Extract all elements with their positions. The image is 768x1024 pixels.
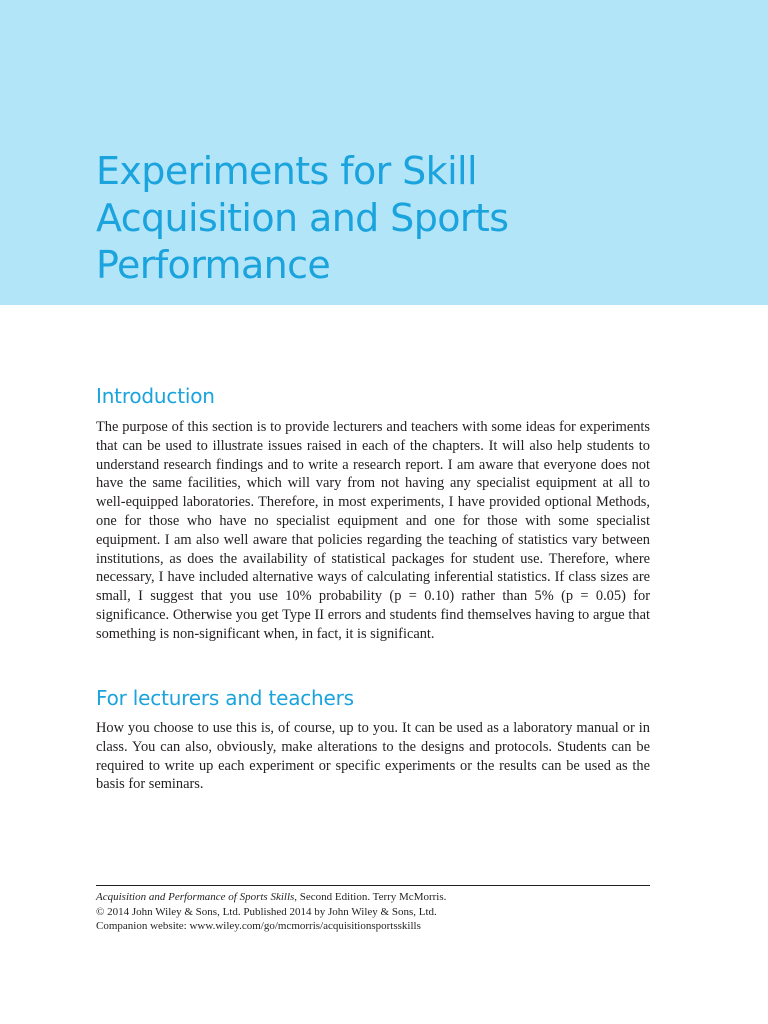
book-title: Acquisition and Performance of Sports Skills: [96, 891, 295, 903]
section-heading-introduction: Introduction: [96, 384, 215, 408]
companion-website: Companion website: www.wiley.com/go/mcmorris/acquisitionsportsskills: [96, 920, 421, 932]
citation-line: [96, 890, 650, 905]
introduction-paragraph: The purpose of this section is to provide lecturers and teachers with some ideas for experiments that can be used to illustrate issues raised in each of the chapters. It will also help students to understand research findings and to write a research report. I am aware that everyone does not have the same facilities, which will vary from not having any specialist equipment at all to well-equipped laboratories. Therefore, in most experiments, I have provided optional Methods, one for those who have no specialist equipment and one for those with some specialist equipment. I am also well aware that policies regarding the teaching of statistics vary between institutions, as does the availability of statistical packages for student use. Therefore, where necessary, I have included alternative ways of calculating inferential statistics. If class sizes are small, I suggest that you use 10% probability (p = 0.10) rather than 5% (p = 0.05) for significance. Otherwise you get Type II errors and students find themselves having to argue that something is non-significant when, in fact, it is significant.: [96, 419, 650, 642]
lecturers-paragraph: How you choose to use this is, of course, up to you. It can be used as a laboratory manual or in class. You can also, obviously, make alterations to the designs and protocols. Students can be required to write up each experiment or specific experiments or the results can be used as the basis for seminars.: [96, 720, 650, 793]
copyright-footer: [96, 890, 650, 934]
copyright-line: © 2014 John Wiley & Sons, Ltd. Published 2014 by John Wiley & Sons, Ltd.: [96, 905, 437, 918]
footer-divider: [96, 885, 650, 886]
section-heading-lecturers: For lecturers and teachers: [96, 686, 354, 710]
chapter-title: Experiments for Skill Acquisition and Sports Performance: [96, 149, 509, 287]
edition-author: , Second Edition. Terry McMorris.: [294, 891, 447, 903]
